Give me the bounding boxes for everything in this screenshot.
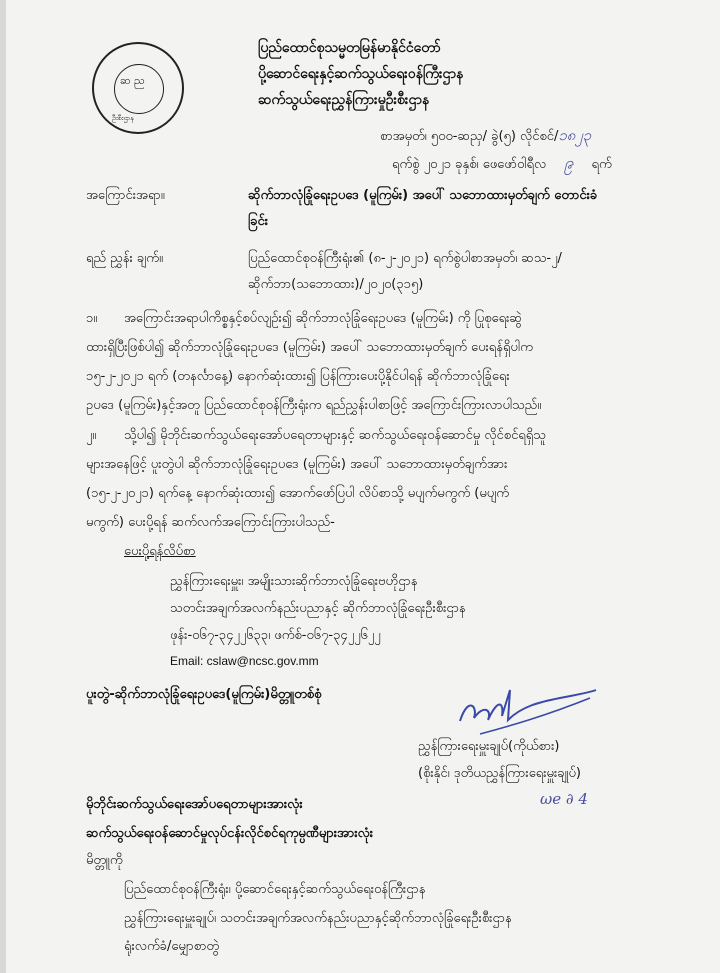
para1-line-1: အကြောင်းအရာပါကိစ္စနှင့်စပ်လျဉ်း၍ ဆိုက်ဘာလုံခြုံရေးဥပဒေ (မူကြမ်း) ကို ပြုစုရေးဆွဲ (124, 311, 522, 326)
copy-line-2: ညွှန်ကြားရေးမှူးချုပ်၊ သတင်းအချက်အလက်နည်းပညာနှင့်ဆိုက်ဘာလုံခြုံရေးဦးစီးဌာန (124, 911, 512, 926)
letter-number-printed: စာအမှတ်၊ ၅၀၀-ဆညှ/ ခွဲ(၅) လိုင်စင်/ (380, 129, 559, 144)
letter-date-handwritten: ၉ (564, 153, 574, 172)
para1-line-3: ၁၅-၂-၂၀၂၁ ရက် (တနင်္လာနေ့) နောက်ဆုံးထား၍ ပြန်ကြားပေးပို့နိုင်ပါရန် ဆိုက်ဘာလုံခြုံရေး (86, 369, 510, 384)
copy-line-3: ရုံးလက်ခံ/မျှောစာတွဲ (124, 939, 220, 954)
letter-number (380, 126, 591, 148)
attachment-note: ပူးတွဲ-ဆိုက်ဘာလုံခြုံရေးဥပဒေ(မူကြမ်း)မိတ္တူတစ်စုံ (86, 687, 322, 702)
letter-number-handwritten: ၁၈၂၃ (558, 126, 592, 144)
reference-line-2: ဆိုက်ဘာ(သဘောထား)/၂၀၂၀(၃၁၅) (248, 277, 424, 292)
para1-line-2: ထားရှိပြီးဖြစ်ပါ၍ ဆိုက်ဘာလုံခြုံရေးဥပဒေ (မူကြမ်း) အပေါ် သဘောထားမှတ်ချက် ပေးရန်ရှိပါက (86, 340, 533, 355)
address-line-2: သတင်းအချက်အလက်နည်းပညာနှင့် ဆိုက်ဘာလုံခြုံရေးဦးစီးဌာန (170, 601, 466, 616)
subject-label: အကြောင်းအရာ။ (86, 188, 165, 203)
letter-date (392, 152, 612, 176)
seal-bottom-text: ဦးစီးဌာန (112, 114, 134, 122)
recipients-line-2: ဆက်သွယ်ရေးဝန်ဆောင်မှုလုပ်ငန်းလိုင်စင်ရကုမ္ပဏီများအားလုံး (86, 826, 374, 841)
copy-line-1: ပြည်ထောင်စုဝန်ကြီးရုံး၊ ပို့ဆောင်ရေးနှင့်ဆက်သွယ်ရေးဝန်ကြီးဌာန (124, 882, 426, 897)
address-email: Email: cslaw@ncsc.gov.mm (170, 654, 319, 668)
header-line-1: ပြည်ထောင်စုသမ္မတမြန်မာနိုင်ငံတော် (258, 40, 441, 56)
para2-line-1: သို့ပါ၍ မိုဘိုင်းဆက်သွယ်ရေးအော်ပရေတာများနှင့် ဆက်သွယ်ရေးဝန်ဆောင်မှု လိုင်စင်ရရှိသူ (124, 428, 546, 443)
para2-line-4: မကွက်) ပေးပို့ရန် ဆက်လက်အကြောင်းကြားပါသည်- (86, 515, 335, 530)
signature-name: (စိုးနိုင်၊ ဒုတိယညွှန်ကြားရေးမှူးချုပ်) (418, 766, 581, 781)
address-label: ပေးပို့ရန်လိပ်စာ (124, 544, 196, 559)
department-seal (92, 42, 184, 134)
para1-number: ၁။ (86, 311, 98, 326)
subject-line-1: ဆိုက်ဘာလုံခြုံရေးဥပဒေ (မူကြမ်း) အပေါ် သဘောထားမှတ်ချက် တောင်းခံ (248, 188, 598, 203)
para2-line-3: (၁၅-၂-၂၀၂၁) ရက်နေ့ နောက်ဆုံးထား၍ အောက်ဖော်ပြပါ လိပ်စာသို့ မပျက်မကွက် (မပျက် (86, 486, 510, 501)
handwritten-signature (450, 676, 600, 746)
para1-line-4: ဥပဒေ (မူကြမ်း)နှင့်အတူ ပြည်ထောင်စုဝန်ကြီးရုံးက ရည်ညွှန်းပါစာဖြင့် အကြောင်းကြားလာပါသည်။ (86, 398, 542, 413)
address-line-1: ညွှန်ကြားရေးမှူး၊ အမျိုးသားဆိုက်ဘာလုံခြုံရေးဗဟိုဌာန (170, 574, 418, 589)
reference-line-1: ပြည်ထောင်စုဝန်ကြီးရုံး၏ (၈-၂-၂၀၂၁) ရက်စွဲပါစာအမှတ်၊ ဆသ-၂/ (248, 251, 562, 266)
signature-handwritten-note: ωe ∂ 4 (540, 790, 588, 808)
subject-line-2: ခြင်း (248, 214, 269, 229)
address-phone-fax: ဖုန်း-၀၆၇-၃၄၂၂၆၃၃၊ ဖက်စ်-၀၆၇-၃၄၂၂၆၂၂ (170, 628, 381, 643)
reference-label: ရည် ညွှန်း ချက်။ (86, 251, 163, 266)
para2-number: ၂။ (86, 428, 97, 443)
copy-label: မိတ္တူကို (86, 853, 123, 868)
letter-date-printed: ရက်စွဲ ၂၀၂၁ ခုနှစ်၊ ဖေဖော်ဝါရီလ (392, 157, 547, 172)
header-line-2: ပို့ဆောင်ရေးနှင့်ဆက်သွယ်ရေးဝန်ကြီးဌာန (258, 66, 464, 82)
letter-date-suffix: ရက် (591, 157, 612, 172)
para2-line-2: များအနေဖြင့် ပူးတွဲပါ ဆိုက်ဘာလုံခြုံရေးဥပဒေ (မူကြမ်း) အပေါ် သဘောထားမှတ်ချက်အား (86, 457, 508, 472)
seal-center-text: ဆ ည (120, 74, 145, 87)
scan-edge (0, 0, 6, 973)
signature-title: ညွှန်ကြားရေးမှူးချုပ်(ကိုယ်စား) (418, 739, 560, 754)
recipients-line-1: မိုဘိုင်းဆက်သွယ်ရေးအော်ပရေတာများအားလုံး (86, 797, 303, 812)
header-line-3: ဆက်သွယ်ရေးညွှန်ကြားမှုဦးစီးဌာန (258, 92, 430, 108)
